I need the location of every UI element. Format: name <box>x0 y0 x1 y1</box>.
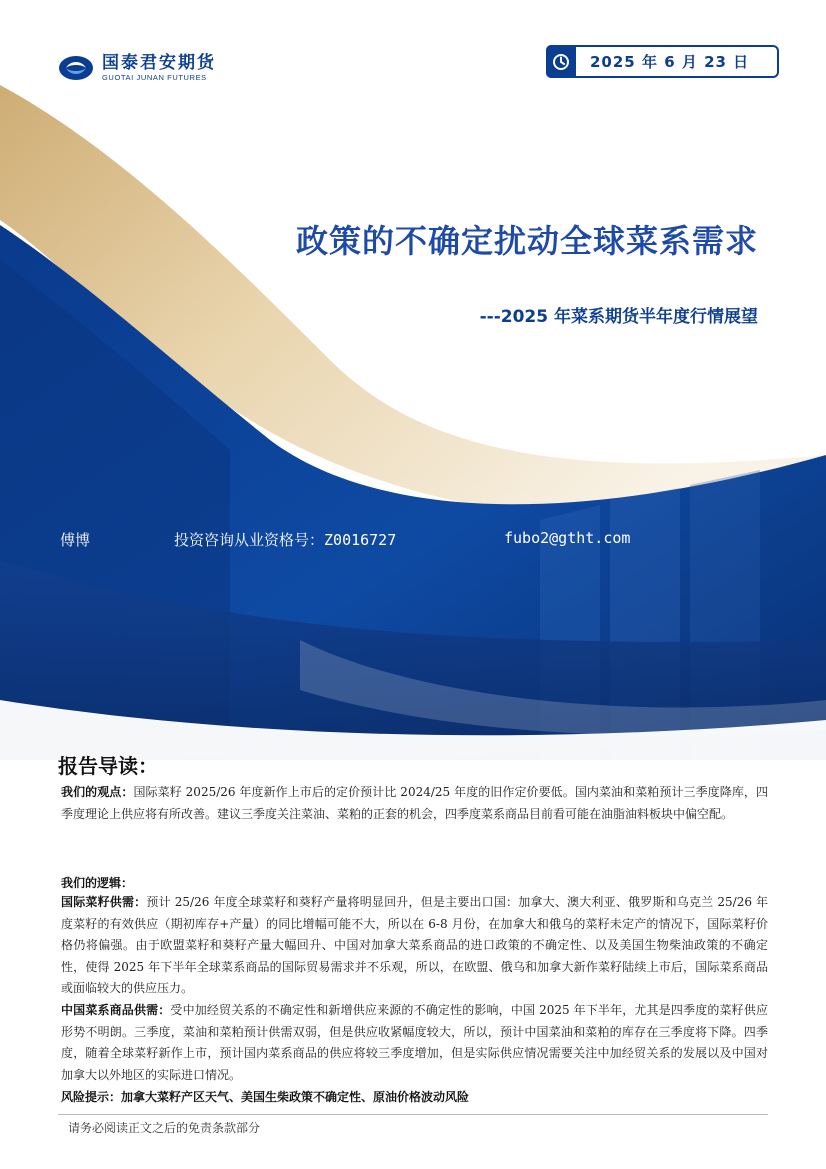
intl-supply-text: 预计 25/26 年度全球菜籽和葵籽产量将明显回升，但是主要出口国：加拿大、澳大利亚、俄罗斯和乌克兰 25/26 年度菜籽的有效供应（期初库存+产量）的同比增幅可能不大，所以在 6-8 月份，在加拿大和俄乌的菜籽未定产的情况下，国际菜籽价格仍将偏强。由于欧盟菜籽和葵籽产量大幅回升、中国对加拿大菜系商品的进口政策的不确定性、以及美国生物柴油政策的不确定性，使得 2025 年下半年全球菜系商品的国际贸易需求并不乐观，所以，在欧盟、俄乌和加拿大新作菜籽陆续上市后，国际菜系商品或面临较大的供应压力。 <box>61 895 768 996</box>
brand-name: 国泰君安期货 <box>102 53 216 73</box>
cn-supply-label: 中国菜系商品供需： <box>61 1003 171 1017</box>
author-email: fubo2@gtht.com <box>504 529 631 547</box>
report-subtitle: ---2025 年菜系期货半年度行情展望 <box>479 307 758 327</box>
report-date: 2025 年 6 月 23 日 <box>590 53 750 71</box>
intl-supply-label: 国际菜籽供需： <box>61 895 147 909</box>
clock-icon <box>546 45 576 78</box>
our-view-paragraph <box>61 782 768 825</box>
our-view-text: 国际菜籽 2025/26 年度新作上市后的定价预计比 2024/25 年度的旧作定价要低。国内菜油和菜粕预计三季度降库，四季度理论上供应将有所改善。建议三季度关注菜油、菜粕的正套的机会，四季度菜系商品目前看可能在油脂油料板块中偏空配。 <box>61 785 768 821</box>
risk-text: 加拿大菜籽产区天气、美国生柴政策不确定性、原油价格波动风险 <box>121 1090 470 1104</box>
risk-label: 风险提示： <box>61 1090 122 1104</box>
our-view-label: 我们的观点： <box>61 785 134 799</box>
author-name: 傅博 <box>60 531 91 549</box>
our-logic-label: 我们的逻辑： <box>61 876 134 890</box>
footer-divider <box>58 1114 768 1115</box>
brand-logo <box>58 54 216 82</box>
brand-name-english: GUOTAI JUNAN FUTURES <box>102 73 207 82</box>
report-date-box <box>546 45 779 78</box>
disclaimer-footer: 请务必阅读正文之后的免责条款部分 <box>68 1121 261 1135</box>
cn-supply-text: 受中加经贸关系的不确定性和新增供应来源的不确定性的影响，中国 2025 年下半年，尤其是四季度的菜籽供应形势不明朗。三季度，菜油和菜粕预计供需双弱，但是供应收紧幅度较大，所以，预计中国菜油和菜粕的库存在三季度将下降。四季度，随着全球菜籽新作上市，预计国内菜系商品的供应将较三季度增加，但是实际供应情况需要关注中加经贸关系的发展以及中国对加拿大以外地区的实际进口情况。 <box>61 1003 768 1082</box>
report-title: 政策的不确定扰动全球菜系需求 <box>295 222 758 260</box>
brand-logo-icon <box>58 54 94 82</box>
guide-heading: 报告导读： <box>58 754 158 778</box>
risk-note <box>61 1088 469 1105</box>
author-license: 投资咨询从业资格号：Z0016727 <box>174 531 397 549</box>
cn-supply-paragraph <box>61 1000 768 1086</box>
author-info <box>60 529 760 551</box>
intl-supply-paragraph <box>61 892 768 1000</box>
